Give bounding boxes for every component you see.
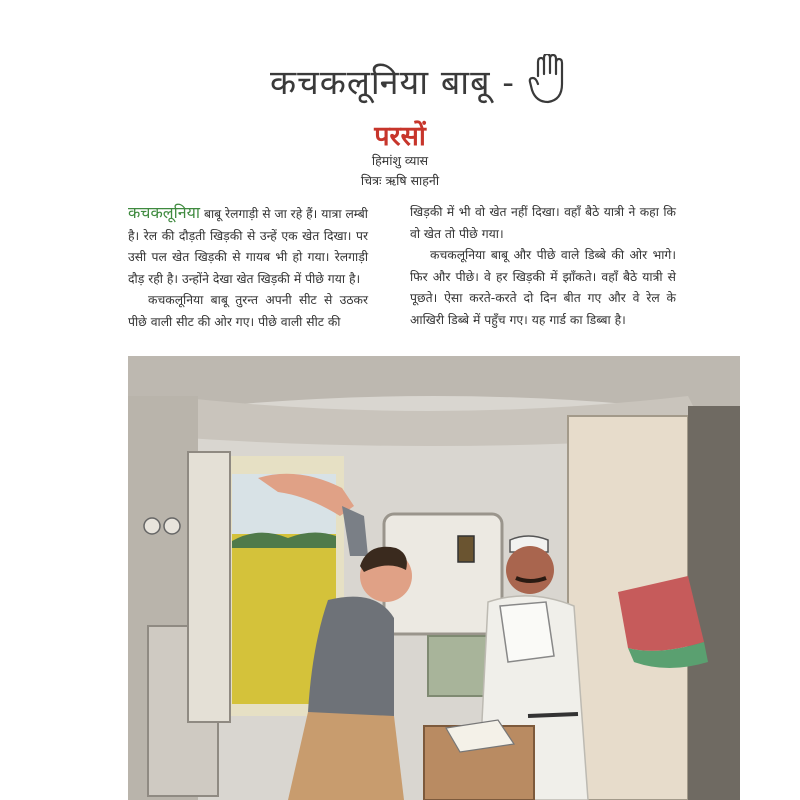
left-text-column <box>128 202 368 333</box>
paragraph-text: बाबू रेलगाड़ी से जा रहे हैं। यात्रा लम्बी है। रेल की दौड़ती खिड़की से उन्हें एक खेत दिखा। पर उसी पल खेत खिड़की से गायब भी हो गया। रेलगाड़ी दौड़ रही है। उन्होंने देखा खेत खिड़की में पीछे गया है। <box>128 207 368 286</box>
illustrator-credit: चित्रः ऋषि साहनी <box>360 173 440 188</box>
hand-four-fingers-icon <box>528 54 568 106</box>
train-guard-compartment-illustration <box>128 356 740 800</box>
series-header <box>250 52 570 112</box>
story-title: परसों <box>374 121 426 152</box>
series-title: कचकलूनिया बाबू - <box>270 63 515 103</box>
right-text-column <box>410 202 676 331</box>
paragraph <box>128 202 368 290</box>
lead-word: कचकलूनिया <box>128 203 201 222</box>
paragraph: कचकलूनिया बाबू तुरन्त अपनी सीट से उठकर पीछे वाली सीट की ओर गए। पीछे वाली सीट की <box>128 293 368 329</box>
paragraph: कचकलूनिया बाबू और पीछे वाले डिब्बे की ओर भागे। फिर और पीछे। वे हर खिड़की में झाँकते। वहाँ बैठे यात्री से पूछते। ऐसा करते-करते दो दिन बीत गए और वे रेल के आखिरी डिब्बे में पहुँच गए। यह गार्ड का डिब्बा है। <box>410 248 676 327</box>
author-credit: हिमांशु व्यास <box>371 153 429 168</box>
paragraph: खिड़की में भी वो खेत नहीं दिखा। वहाँ बैठे यात्री ने कहा कि वो खेत तो पीछे गया। <box>410 205 676 241</box>
